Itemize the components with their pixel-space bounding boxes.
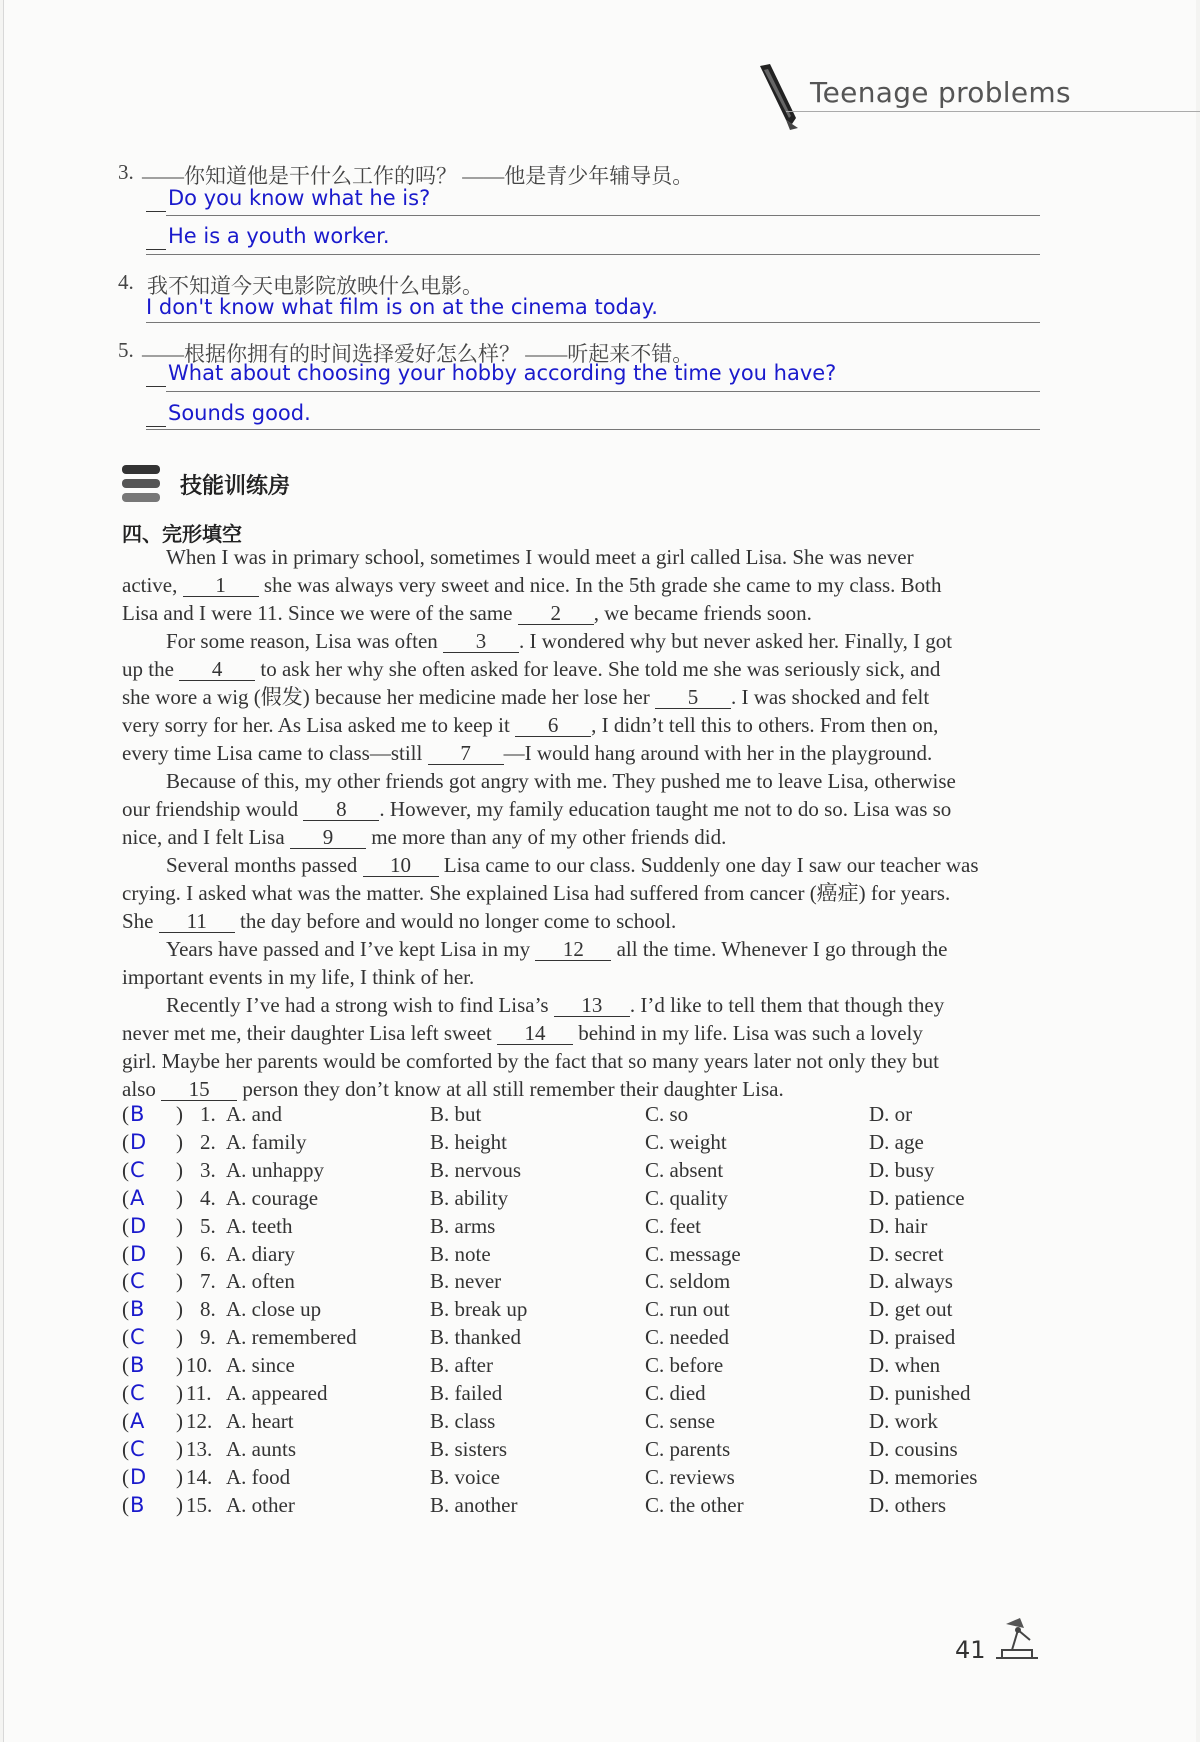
option-a: A. family: [226, 1130, 307, 1154]
blank: 9: [290, 826, 366, 849]
option-b: B. thanked: [430, 1325, 521, 1349]
option-c: C. reviews: [645, 1465, 735, 1489]
answer-choice: D: [130, 1130, 147, 1154]
paren-open: (: [122, 1186, 129, 1210]
blank: 15: [161, 1078, 237, 1101]
option-b: B. after: [430, 1353, 493, 1377]
answer-choice: D: [130, 1214, 147, 1238]
option-c: C. died: [645, 1381, 706, 1405]
question-number: 14.: [186, 1465, 213, 1489]
option-d: D. cousins: [869, 1437, 958, 1461]
paren-open: (: [122, 1214, 129, 1238]
blank: 13: [554, 994, 630, 1017]
paren-close: ): [176, 1269, 183, 1293]
option-c: C. run out: [645, 1297, 730, 1321]
answer-choice: D: [130, 1465, 147, 1489]
option-d: D. secret: [869, 1242, 944, 1266]
pen-icon: [756, 64, 802, 130]
question-number: 2.: [200, 1130, 216, 1154]
workbook-page: [4, 0, 1196, 1742]
answer-choice: B: [130, 1102, 145, 1126]
answer-dash: [146, 211, 166, 212]
passage-line: crying. I asked what was the matter. She explained Lisa had suffered from cancer (癌症) for years.: [122, 881, 951, 905]
paren-close: ): [176, 1381, 183, 1405]
paren-close: ): [176, 1242, 183, 1266]
answer-choice: A: [130, 1186, 145, 1210]
blank: 8: [303, 798, 379, 821]
passage-line: girl. Maybe her parents would be comforted by the fact that so many years later not only they but: [122, 1049, 940, 1073]
blank: 4: [179, 658, 255, 681]
option-a: A. remembered: [226, 1325, 357, 1349]
passage-line: nice, and I felt Lisa 9 me more than any of my other friends did.: [122, 825, 727, 849]
option-c: C. absent: [645, 1158, 724, 1182]
passage-line: Because of this, my other friends got angry with me. They pushed me to leave Lisa, otherwise: [166, 769, 956, 793]
option-c: C. the other: [645, 1493, 744, 1517]
answer-dash: [146, 249, 166, 250]
option-d: D. get out: [869, 1297, 953, 1321]
answer-choice: B: [130, 1353, 145, 1377]
option-d: D. praised: [869, 1325, 956, 1349]
passage-line: Several months passed 10 Lisa came to our class. Suddenly one day I saw our teacher was: [166, 853, 979, 877]
option-b: B. but: [430, 1102, 482, 1126]
option-b: B. nervous: [430, 1158, 521, 1182]
option-b: B. another: [430, 1493, 518, 1517]
passage-line: Lisa and I were 11. Since we were of the same 2 , we became friends soon.: [122, 601, 812, 625]
option-a: A. diary: [226, 1242, 295, 1266]
paren-close: ): [176, 1325, 183, 1349]
passage-line: She 11 the day before and would no longer come to school.: [122, 909, 677, 933]
option-b: B. sisters: [430, 1437, 508, 1461]
answer-text: He is a youth worker.: [168, 224, 390, 248]
paren-close: ): [176, 1493, 183, 1517]
option-b: B. ability: [430, 1186, 509, 1210]
answer-choice: C: [130, 1158, 145, 1182]
option-b: B. never: [430, 1269, 502, 1293]
option-b: B. note: [430, 1242, 491, 1266]
question-number: 1.: [200, 1102, 216, 1126]
blank: 14: [497, 1022, 573, 1045]
option-d: D. patience: [869, 1186, 965, 1210]
answer-line: [166, 215, 1040, 216]
question-number: 9.: [200, 1325, 216, 1349]
paren-close: ): [176, 1102, 183, 1126]
answer-text: I don't know what film is on at the cinema today.: [146, 295, 658, 319]
option-a: A. teeth: [226, 1214, 293, 1238]
option-b: B. height: [430, 1130, 507, 1154]
unit-title: Teenage problems: [810, 76, 1071, 109]
passage-line: active, 1 she was always very sweet and nice. In the 5th grade she came to my class. Both: [122, 573, 942, 597]
paren-close: ): [176, 1437, 183, 1461]
question-number: 13.: [186, 1437, 213, 1461]
blank: 5: [655, 686, 731, 709]
passage-line: important events in my life, I think of her.: [122, 965, 475, 989]
option-a: A. close up: [226, 1297, 322, 1321]
passage-line: she wore a wig (假发) because her medicine made her lose her 5 . I was shocked and felt: [122, 685, 930, 709]
paren-open: (: [122, 1381, 129, 1405]
blank: 6: [515, 714, 591, 737]
blank: 3: [443, 630, 519, 653]
paren-open: (: [122, 1493, 129, 1517]
option-b: B. break up: [430, 1297, 528, 1321]
question-number: 4.: [118, 270, 134, 294]
question-number: 8.: [200, 1297, 216, 1321]
answer-dash: [146, 386, 166, 387]
answer-line: [146, 429, 1040, 430]
option-d: D. always: [869, 1269, 953, 1293]
paren-close: ): [176, 1297, 183, 1321]
paren-open: (: [122, 1297, 129, 1321]
passage-line: Recently I’ve had a strong wish to find Lisa’s 13 . I’d like to tell them that though they: [166, 993, 945, 1017]
question-number: 12.: [186, 1409, 213, 1433]
option-a: A. often: [226, 1269, 295, 1293]
option-a: A. other: [226, 1493, 295, 1517]
question-number: 3.: [118, 160, 134, 184]
paren-open: (: [122, 1158, 129, 1182]
option-d: D. work: [869, 1409, 938, 1433]
paren-close: ): [176, 1465, 183, 1489]
passage-line: our friendship would 8 . However, my family education taught me not to do so. Lisa was so: [122, 797, 952, 821]
paren-close: ): [176, 1158, 183, 1182]
page-number: 41: [955, 1636, 986, 1664]
option-a: A. since: [226, 1353, 295, 1377]
option-a: A. heart: [226, 1409, 294, 1433]
answer-text: Sounds good.: [168, 401, 311, 425]
question-number: 15.: [186, 1493, 213, 1517]
option-b: B. arms: [430, 1214, 496, 1238]
answer-choice: B: [130, 1493, 145, 1517]
answer-choice: B: [130, 1297, 145, 1321]
exercise-title: 四、完形填空: [122, 522, 242, 546]
option-b: B. failed: [430, 1381, 503, 1405]
paren-close: ): [176, 1353, 183, 1377]
answer-choice: C: [130, 1269, 145, 1293]
question-prompt: 我不知道今天电影院放映什么电影。: [147, 274, 483, 298]
option-d: D. others: [869, 1493, 946, 1517]
paren-close: ): [176, 1130, 183, 1154]
passage-line: up the 4 to ask her why she often asked for leave. She told me she was seriously sick, and: [122, 657, 941, 681]
blank: 10: [363, 854, 439, 877]
desk-lamp-icon: [992, 1614, 1042, 1664]
answer-choice: C: [130, 1325, 145, 1349]
question-number: 5.: [118, 338, 134, 362]
paren-open: (: [122, 1437, 129, 1461]
answer-line: [146, 322, 1040, 323]
passage-line: Years have passed and I’ve kept Lisa in my 12 all the time. Whenever I go through the: [166, 937, 948, 961]
blank: 11: [159, 910, 235, 933]
header-divider: [786, 111, 1200, 112]
paren-open: (: [122, 1353, 129, 1377]
paren-open: (: [122, 1325, 129, 1349]
question-number: 3.: [200, 1158, 216, 1182]
answer-text: Do you know what he is?: [168, 186, 431, 210]
answer-choice: C: [130, 1381, 145, 1405]
answer-line: [146, 254, 1040, 255]
answer-line: [166, 391, 1040, 392]
option-d: D. or: [869, 1102, 913, 1126]
passage-line: every time Lisa came to class—still 7 —I would hang around with her in the playground.: [122, 741, 933, 765]
answer-choice: D: [130, 1242, 147, 1266]
option-b: B. voice: [430, 1465, 500, 1489]
option-c: C. weight: [645, 1130, 727, 1154]
blank: 1: [183, 574, 259, 597]
passage-line: For some reason, Lisa was often 3 . I wondered why but never asked her. Finally, I got: [166, 629, 953, 653]
option-a: A. aunts: [226, 1437, 296, 1461]
passage-line: When I was in primary school, sometimes I would meet a girl called Lisa. She was never: [166, 545, 914, 569]
paren-open: (: [122, 1130, 129, 1154]
option-a: A. courage: [226, 1186, 319, 1210]
option-c: C. parents: [645, 1437, 731, 1461]
question-prompt: ——你知道他是干什么工作的吗？ ——他是青少年辅导员。: [142, 164, 694, 188]
option-a: A. food: [226, 1465, 291, 1489]
option-d: D. punished: [869, 1381, 971, 1405]
option-c: C. seldom: [645, 1269, 731, 1293]
blank: 12: [535, 938, 611, 961]
passage-line: also 15 person they don’t know at all still remember their daughter Lisa.: [122, 1077, 784, 1101]
option-c: C. message: [645, 1242, 741, 1266]
question-number: 7.: [200, 1269, 216, 1293]
option-a: A. unhappy: [226, 1158, 324, 1182]
question-number: 11.: [186, 1381, 212, 1405]
paren-open: (: [122, 1269, 129, 1293]
option-a: A. appeared: [226, 1381, 328, 1405]
blank: 7: [428, 742, 504, 765]
paren-open: (: [122, 1242, 129, 1266]
paren-close: ): [176, 1186, 183, 1210]
answer-choice: C: [130, 1437, 145, 1461]
option-c: C. quality: [645, 1186, 728, 1210]
option-d: D. memories: [869, 1465, 978, 1489]
answer-dash: [146, 426, 166, 427]
option-a: A. and: [226, 1102, 282, 1126]
paren-close: ): [176, 1214, 183, 1238]
option-c: C. sense: [645, 1409, 715, 1433]
paren-open: (: [122, 1465, 129, 1489]
question-prompt: ——根据你拥有的时间选择爱好怎么样？ ——听起来不错。: [142, 342, 694, 366]
passage-line: very sorry for her. As Lisa asked me to keep it 6 , I didn’t tell this to others. From then on,: [122, 713, 939, 737]
question-number: 10.: [186, 1353, 213, 1377]
section-stack-icon: [122, 465, 162, 503]
paren-open: (: [122, 1102, 129, 1126]
question-number: 5.: [200, 1214, 216, 1238]
question-number: 4.: [200, 1186, 216, 1210]
option-c: C. feet: [645, 1214, 701, 1238]
option-d: D. when: [869, 1353, 941, 1377]
option-b: B. class: [430, 1409, 496, 1433]
answer-choice: A: [130, 1409, 145, 1433]
option-d: D. age: [869, 1130, 924, 1154]
question-number: 6.: [200, 1242, 216, 1266]
option-d: D. busy: [869, 1158, 935, 1182]
paren-close: ): [176, 1409, 183, 1433]
option-c: C. before: [645, 1353, 724, 1377]
blank: 2: [518, 602, 594, 625]
option-c: C. so: [645, 1102, 689, 1126]
section-title: 技能训练房: [180, 474, 291, 499]
passage-line: never met me, their daughter Lisa left sweet 14 behind in my life. Lisa was such a lovely: [122, 1021, 923, 1045]
paren-open: (: [122, 1409, 129, 1433]
option-c: C. needed: [645, 1325, 729, 1349]
answer-text: What about choosing your hobby according the time you have?: [168, 361, 837, 385]
option-d: D. hair: [869, 1214, 928, 1238]
